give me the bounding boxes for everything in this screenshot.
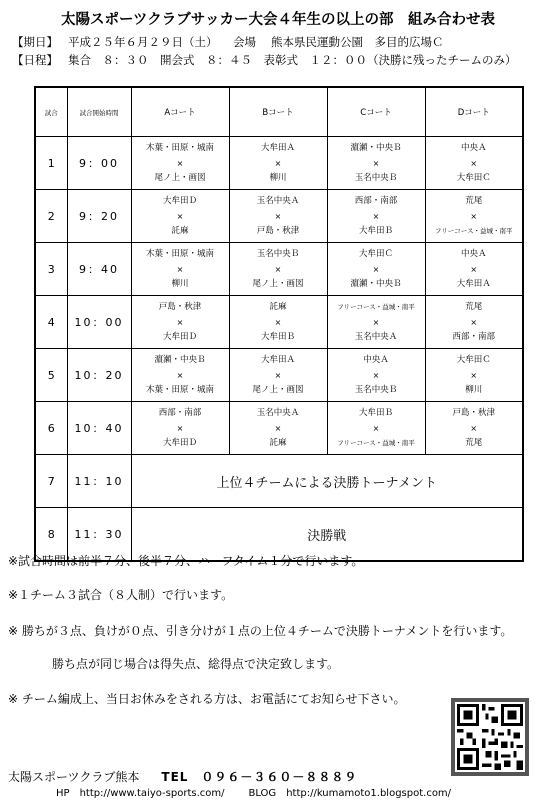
col-header-court-c: Cコート xyxy=(327,87,425,137)
vs-mark: × xyxy=(176,423,184,433)
hp-link[interactable]: http://www.taiyo-sports.com/ xyxy=(79,788,225,799)
games-body xyxy=(35,137,523,562)
game-row xyxy=(35,402,523,455)
game-start-time: 11：10 xyxy=(67,455,131,508)
team-home: 大牟田Ｂ xyxy=(358,407,393,418)
team-away: 玉名中央Ａ xyxy=(354,331,398,342)
team-home: 木葉・田原・城南 xyxy=(145,248,214,259)
game-row xyxy=(35,190,523,243)
team-away: 玉名中央Ｂ xyxy=(354,384,398,395)
game-row xyxy=(35,296,523,349)
team-away: 柳川 xyxy=(269,172,287,183)
team-home: 西部・南部 xyxy=(158,407,202,418)
match-court-d xyxy=(425,243,523,296)
venue-value: 熊本県民運動公園 多目的広場Ｃ xyxy=(271,35,444,49)
blog-label: BLOG xyxy=(248,788,277,799)
team-away: 託麻 xyxy=(269,437,287,448)
game-row xyxy=(35,349,523,402)
match-court-c xyxy=(327,190,425,243)
vs-mark: × xyxy=(274,423,282,433)
team-home: 戸島・秋津 xyxy=(452,407,495,418)
game-start-time: 9：00 xyxy=(67,137,131,190)
vs-mark: × xyxy=(470,317,478,327)
vs-mark: × xyxy=(274,370,282,380)
team-home: 濵瀬・中央Ｂ xyxy=(154,354,206,365)
match-court-c xyxy=(327,243,425,296)
team-home: 大牟田Ｃ xyxy=(358,248,393,259)
team-away: 大牟田Ｂ xyxy=(358,225,393,236)
match-court-c xyxy=(327,349,425,402)
vs-mark: × xyxy=(176,317,184,327)
vs-mark: × xyxy=(372,211,380,221)
match-court-c xyxy=(327,296,425,349)
team-home: 玉名中央Ａ xyxy=(256,195,300,206)
team-home: 戸島・秋津 xyxy=(158,301,202,312)
col-header-court-d: Dコート xyxy=(425,87,523,137)
match-court-c xyxy=(327,402,425,455)
match-court-d xyxy=(425,137,523,190)
team-away: 託麻 xyxy=(171,225,189,236)
vs-mark: × xyxy=(372,317,380,327)
vs-mark: × xyxy=(176,158,184,168)
vs-mark: × xyxy=(274,264,282,274)
footer xyxy=(8,768,357,785)
team-away: 柳川 xyxy=(465,384,483,395)
date-line xyxy=(12,34,444,50)
team-away: フリーコース・益城・南平 xyxy=(337,438,415,447)
team-away: フリーコース・益城・南平 xyxy=(435,226,513,235)
final-label: 決勝戦 xyxy=(131,508,523,562)
col-header-game: 試合 xyxy=(35,87,67,137)
team-home: 玉名中央Ａ xyxy=(256,407,300,418)
team-home: 大牟田Ｃ xyxy=(456,354,491,365)
note-absence: ※ チーム編成上、当日お休みをされる方は、お電話にてお知らせ下さい。 xyxy=(8,692,406,706)
game-number: 5 xyxy=(35,349,67,402)
team-home: フリーコース・益城・南平 xyxy=(337,302,415,311)
final-row xyxy=(35,455,523,508)
game-number: 2 xyxy=(35,190,67,243)
match-court-d xyxy=(425,190,523,243)
team-away: 大牟田Ｂ xyxy=(260,331,295,342)
col-header-court-b: Bコート xyxy=(229,87,327,137)
game-start-time: 10：40 xyxy=(67,402,131,455)
team-away: 尾ノ上・画図 xyxy=(252,278,304,289)
match-court-b xyxy=(229,243,327,296)
col-header-court-a: Aコート xyxy=(131,87,229,137)
vs-mark: × xyxy=(176,370,184,380)
blog-link[interactable]: http://kumamoto1.blogspot.com/ xyxy=(286,788,452,799)
match-court-b xyxy=(229,349,327,402)
team-away: 大牟田Ａ xyxy=(456,278,491,289)
game-number: 1 xyxy=(35,137,67,190)
note-points: ※ 勝ちが３点、負けが０点、引き分けが１点の上位４チームで決勝トーナメントを行います。 xyxy=(8,624,513,638)
team-away: 木葉・田原・城南 xyxy=(145,384,214,395)
vs-mark: × xyxy=(470,158,478,168)
date-value: 平成２５年６月２９日（土） xyxy=(68,35,218,49)
team-away: 大牟田Ｄ xyxy=(162,331,197,342)
col-header-time: 試合開始時間 xyxy=(67,87,131,137)
match-court-b xyxy=(229,296,327,349)
match-court-a xyxy=(131,402,229,455)
note-three-games: ※１チーム３試合（８人制）で行います。 xyxy=(8,588,234,602)
team-home: 大牟田Ａ xyxy=(260,354,295,365)
game-number: 7 xyxy=(35,455,67,508)
game-start-time: 10：00 xyxy=(67,296,131,349)
match-court-d xyxy=(425,349,523,402)
team-home: 荒尾 xyxy=(465,301,483,312)
vs-mark: × xyxy=(372,370,380,380)
match-court-b xyxy=(229,137,327,190)
game-start-time: 9：20 xyxy=(67,190,131,243)
match-court-d xyxy=(425,402,523,455)
page-title: 太陽スポーツクラブサッカー大会４年生の以上の部 組み合わせ表 xyxy=(61,12,495,28)
vs-mark: × xyxy=(470,264,478,274)
game-start-time: 11：30 xyxy=(67,508,131,562)
club-name: 太陽スポーツクラブ熊本 xyxy=(8,770,140,784)
team-away: 柳川 xyxy=(171,278,189,289)
date-label: 【期日】 xyxy=(12,35,58,49)
team-away: 大牟田Ｄ xyxy=(162,437,197,448)
team-away: 西部・南部 xyxy=(452,331,495,342)
team-home: 中央Ａ xyxy=(460,142,487,153)
match-court-a xyxy=(131,137,229,190)
team-away: 尾ノ上・画図 xyxy=(252,384,304,395)
qr-code-icon xyxy=(451,698,529,776)
match-court-a xyxy=(131,243,229,296)
vs-mark: × xyxy=(372,264,380,274)
vs-mark: × xyxy=(176,264,184,274)
vs-mark: × xyxy=(176,211,184,221)
game-row xyxy=(35,137,523,190)
vs-mark: × xyxy=(274,317,282,327)
match-court-c xyxy=(327,137,425,190)
final-label: 上位４チームによる決勝トーナメント xyxy=(131,455,523,508)
footer-links xyxy=(56,788,461,799)
schedule-line xyxy=(12,52,517,68)
team-away: 尾ノ上・画図 xyxy=(154,172,206,183)
vs-mark: × xyxy=(274,211,282,221)
table-header-row xyxy=(35,87,523,137)
team-home: 託麻 xyxy=(269,301,287,312)
schedule-label: 【日程】 xyxy=(12,53,58,67)
vs-mark: × xyxy=(470,423,478,433)
game-start-time: 10：20 xyxy=(67,349,131,402)
vs-mark: × xyxy=(470,370,478,380)
schedule-value: 集合 ８：３０ 開会式 ８：４５ 表彰式 １２：００（決勝に残ったチームのみ） xyxy=(68,53,517,67)
match-court-a xyxy=(131,190,229,243)
game-start-time: 9：40 xyxy=(67,243,131,296)
team-home: 荒尾 xyxy=(465,195,483,206)
team-home: 濵瀬・中央Ｂ xyxy=(350,142,402,153)
game-number: 4 xyxy=(35,296,67,349)
team-home: 大牟田Ａ xyxy=(260,142,295,153)
match-court-b xyxy=(229,402,327,455)
match-court-b xyxy=(229,190,327,243)
team-away: 濵瀬・中央Ｂ xyxy=(350,278,402,289)
phone-number: TEL ０９６－３６０－８８８９ xyxy=(161,770,358,784)
team-away: 戸島・秋津 xyxy=(256,225,300,236)
match-court-a xyxy=(131,349,229,402)
hp-label: HP xyxy=(56,788,70,799)
game-number: 3 xyxy=(35,243,67,296)
team-home: 木葉・田原・城南 xyxy=(145,142,214,153)
match-court-d xyxy=(425,296,523,349)
team-home: 西部・南部 xyxy=(354,195,398,206)
team-home: 中央Ａ xyxy=(460,248,487,259)
team-away: 荒尾 xyxy=(465,437,483,448)
note-match-time: ※試合時間は前半７分、後半７分、ハーフタイム１分で行います。 xyxy=(8,554,364,568)
vs-mark: × xyxy=(274,158,282,168)
team-away: 玉名中央Ｂ xyxy=(354,172,398,183)
game-number: 6 xyxy=(35,402,67,455)
venue-label: 会場 xyxy=(233,35,256,49)
match-court-a xyxy=(131,296,229,349)
vs-mark: × xyxy=(470,211,478,221)
game-number: 8 xyxy=(35,508,67,562)
vs-mark: × xyxy=(372,423,380,433)
schedule-table xyxy=(34,86,524,562)
team-away: 大牟田Ｃ xyxy=(456,172,491,183)
note-tiebreak: 勝ち点が同じ場合は得失点、総得点で決定致します。 xyxy=(52,657,340,671)
vs-mark: × xyxy=(372,158,380,168)
team-home: 中央Ａ xyxy=(363,354,389,365)
game-row xyxy=(35,243,523,296)
team-home: 大牟田Ｄ xyxy=(162,195,197,206)
team-home: 玉名中央Ｂ xyxy=(256,248,300,259)
